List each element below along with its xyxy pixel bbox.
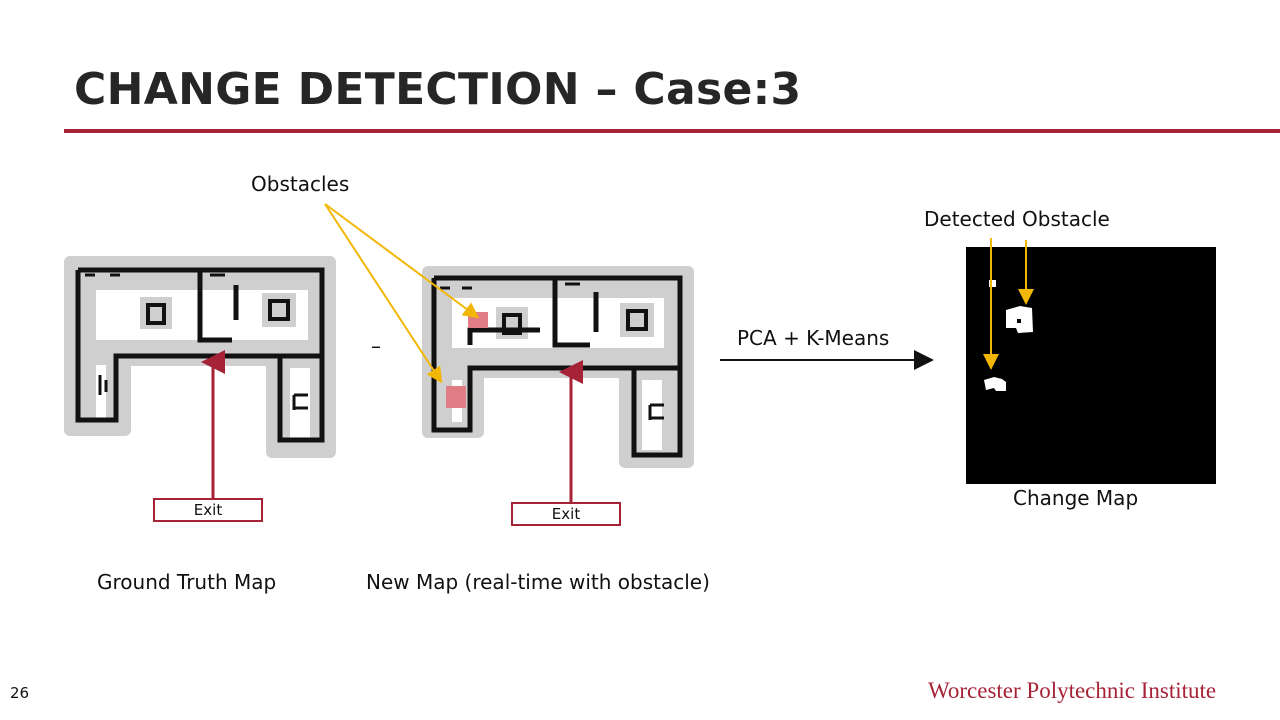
- obstacle-marker-top: [468, 312, 488, 328]
- method-label: PCA + K-Means: [737, 326, 890, 350]
- obstacles-label: Obstacles: [251, 172, 350, 196]
- obstacle-marker-bottom: [446, 386, 466, 408]
- exit-box-left: Exit: [153, 498, 263, 522]
- minus-operator: –: [371, 334, 381, 358]
- new-map-label: New Map (real-time with obstacle): [366, 570, 710, 594]
- new-map: [428, 272, 688, 462]
- ground-truth-map: [70, 262, 330, 452]
- footer-institution: Worcester Polytechnic Institute: [928, 678, 1217, 703]
- exit-box-right: Exit: [511, 502, 621, 526]
- detected-obstacle-label: Detected Obstacle: [924, 207, 1110, 231]
- slide-title: CHANGE DETECTION – Case:3: [74, 64, 802, 115]
- change-map-label: Change Map: [1013, 486, 1139, 510]
- page-number: 26: [10, 684, 30, 702]
- obstacle-pointer-arrow: [325, 204, 476, 316]
- ground-truth-map-label: Ground Truth Map: [97, 570, 277, 594]
